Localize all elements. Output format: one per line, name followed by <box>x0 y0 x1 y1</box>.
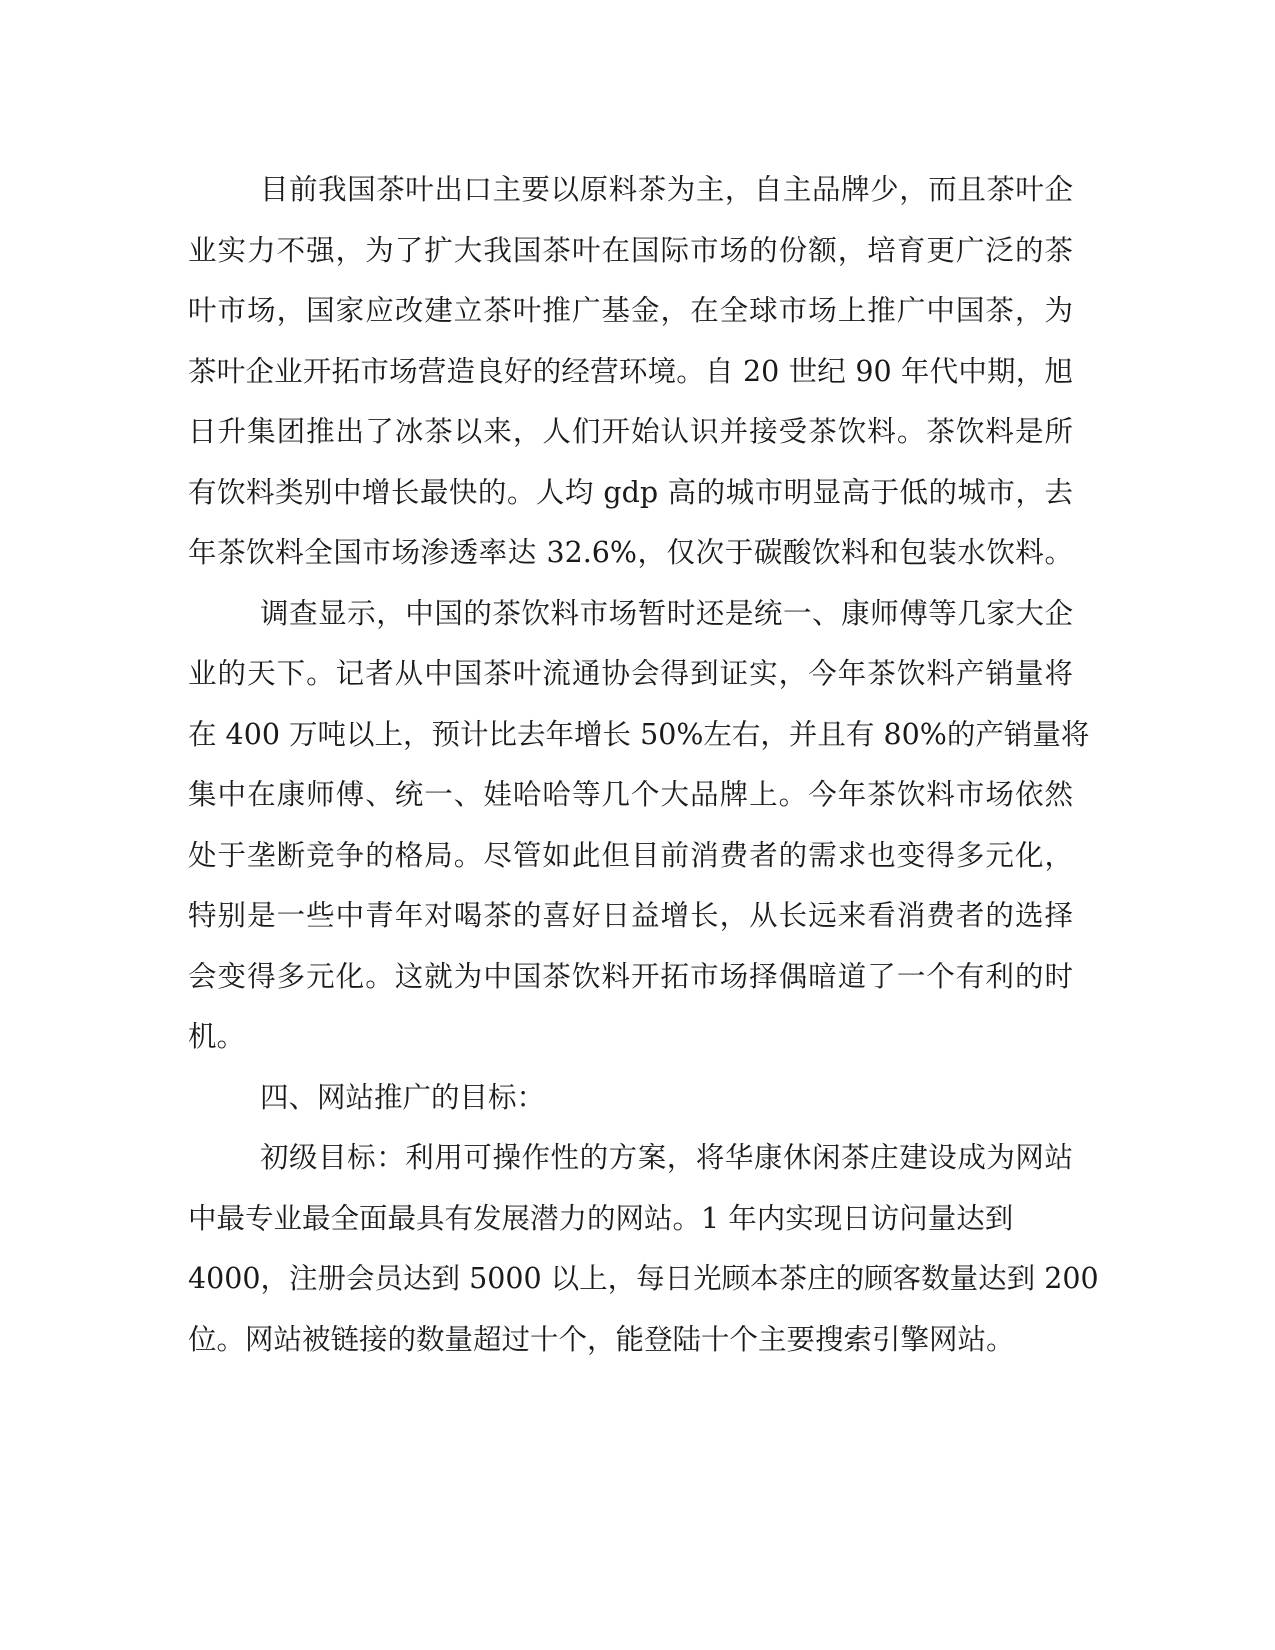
paragraph-line: 叶市场，国家应改建立茶叶推广基金，在全球市场上推广中国茶，为 <box>188 294 1073 327</box>
paragraph-line: 业的天下。记者从中国茶叶流通协会得到证实，今年茶饮料产销量将 <box>188 657 1073 690</box>
paragraph-line: 目前我国茶叶出口主要以原料茶为主，自主品牌少，而且茶叶企 <box>260 173 1073 206</box>
paragraph-line: 茶叶企业开拓市场营造良好的经营环境。自 20 世纪 90 年代中期，旭 <box>188 354 1073 388</box>
paragraph-line: 位。网站被链接的数量超过十个，能登陆十个主要搜索引擎网站。 <box>188 1322 1015 1356</box>
paragraph-line: 中最专业最全面最具有发展潜力的网站。1 年内实现日访问量达到 <box>188 1201 1014 1235</box>
paragraph-line: 机。 <box>188 1020 246 1053</box>
paragraph-line: 集中在康师傅、统一、娃哈哈等几个大品牌上。今年茶饮料市场依然 <box>188 778 1073 811</box>
paragraph-line: 会变得多元化。这就为中国茶饮料开拓市场择偶暗道了一个有利的时 <box>188 959 1073 993</box>
paragraph-line: 日升集团推出了冰茶以来，人们开始认识并接受茶饮料。茶饮料是所 <box>188 415 1073 448</box>
paragraph-line: 在 400 万吨以上，预计比去年增长 50%左右，并且有 80%的产销量将 <box>188 717 1090 751</box>
section-heading: 四、网站推广的目标： <box>260 1080 546 1114</box>
paragraph-line: 年茶饮料全国市场渗透率达 32.6%，仅次于碳酸饮料和包装水饮料。 <box>188 536 1073 569</box>
paragraph-line: 特别是一些中青年对喝茶的喜好日益增长，从长远来看消费者的选择 <box>188 899 1073 932</box>
paragraph-line: 有饮料类别中增长最快的。人均 gdp 高的城市明显高于低的城市，去 <box>188 475 1073 509</box>
paragraph-line: 处于垄断竞争的格局。尽管如此但目前消费者的需求也变得多元化， <box>188 838 1073 872</box>
document-body <box>188 160 1099 1370</box>
paragraph-line: 调查显示，中国的茶饮料市场暂时还是统一、康师傅等几家大企 <box>260 596 1073 630</box>
paragraph-line: 4000，注册会员达到 5000 以上，每日光顾本茶庄的顾客数量达到 200 <box>188 1262 1099 1295</box>
paragraph-line: 业实力不强，为了扩大我国茶叶在国际市场的份额，培育更广泛的茶 <box>188 233 1073 267</box>
paragraph-line: 初级目标：利用可操作性的方案，将华康休闲茶庄建设成为网站 <box>260 1141 1073 1174</box>
